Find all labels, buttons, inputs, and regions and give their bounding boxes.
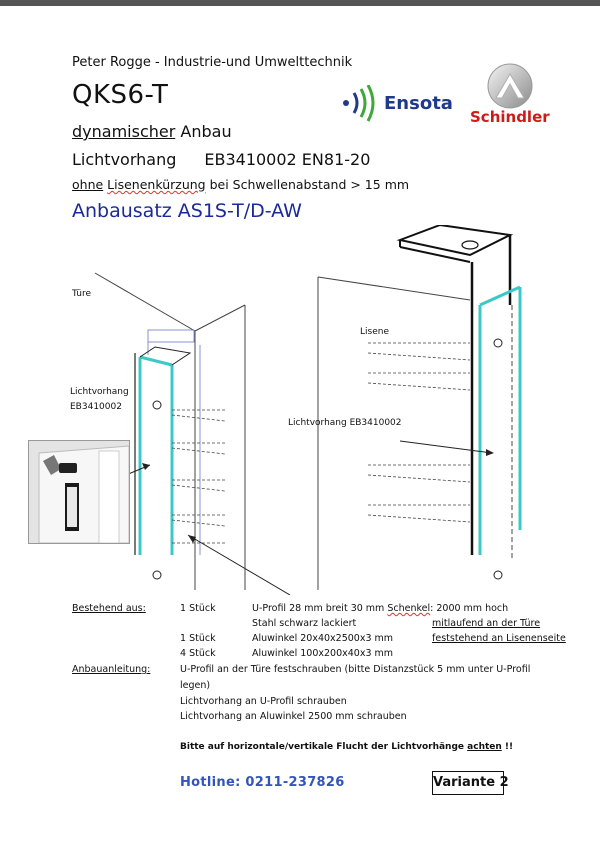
top-border bbox=[0, 0, 600, 6]
curtain-line bbox=[72, 150, 370, 169]
mounting-type bbox=[72, 122, 232, 141]
condition-line bbox=[72, 177, 409, 192]
label-lichtvorhang-left-code: EB3410002 bbox=[70, 402, 122, 412]
instruction-line-4: Lichtvorhang an Aluwinkel 2500 mm schrauben bbox=[180, 711, 407, 722]
label-tuere: Türe bbox=[72, 289, 92, 299]
alignment-notice: Bitte auf horizontale/vertikale Flucht der Lichtvorhänge achten !! bbox=[180, 742, 514, 752]
curtain-label: Lichtvorhang bbox=[72, 150, 177, 169]
parts-row-1-qty: 1 Stück bbox=[180, 603, 216, 614]
parts-row-2-desc: Stahl schwarz lackiert bbox=[252, 618, 357, 629]
ensota-logo bbox=[340, 85, 460, 129]
condition-word2: Lisenenkürzung bbox=[107, 177, 206, 192]
mounting-rest: Anbau bbox=[180, 122, 232, 141]
parts-row-1-desc: U-Profil 28 mm breit 30 mm Schenkel: 2000 mm hoch bbox=[252, 603, 509, 614]
instruction-line-2: legen) bbox=[180, 680, 211, 691]
schindler-emblem-icon bbox=[470, 62, 550, 112]
condition-rest: bei Schwellenabstand > 15 mm bbox=[209, 177, 410, 192]
parts-row-3-desc: Aluwinkel 20x40x2500x3 mm bbox=[252, 633, 394, 644]
mounting-word: dynamischer bbox=[72, 122, 176, 141]
condition-word1: ohne bbox=[72, 177, 104, 192]
label-lichtvorhang-right: Lichtvorhang EB3410002 bbox=[288, 418, 402, 428]
parts-heading: Bestehend aus: bbox=[72, 603, 146, 614]
detail-photo-image bbox=[29, 441, 129, 543]
parts-row-3-note: feststehend an Lisenenseite bbox=[432, 633, 566, 644]
model-title: QKS6-T bbox=[72, 80, 169, 110]
parts-row-4-desc: Aluwinkel 100x200x40x3 mm bbox=[252, 648, 394, 659]
parts-row-2-note: mitlaufend an der Türe bbox=[432, 618, 541, 629]
hotline: Hotline: 0211-237826 bbox=[180, 775, 345, 790]
variant-box: Variante 2 bbox=[432, 771, 504, 795]
instruction-line-1: U-Profil an der Türe festschrauben (bitte Distanzstück 5 mm unter U-Profil bbox=[180, 664, 531, 675]
kit-title: Anbausatz AS1S-T/D-AW bbox=[72, 200, 302, 222]
parts-row-3-qty: 1 Stück bbox=[180, 633, 216, 644]
curtain-codes: EB3410002 EN81-20 bbox=[204, 150, 371, 169]
detail-photo bbox=[28, 440, 130, 544]
schindler-text: Schindler bbox=[470, 108, 550, 126]
ensota-text: Ensota bbox=[384, 93, 453, 114]
schindler-logo bbox=[470, 62, 550, 126]
instruction-line-3: Lichtvorhang an U-Profil schrauben bbox=[180, 696, 347, 707]
company-name: Peter Rogge - Industrie-und Umwelttechnik bbox=[72, 55, 353, 70]
instructions-heading: Anbauanleitung: bbox=[72, 664, 151, 675]
parts-row-4-qty: 4 Stück bbox=[180, 648, 216, 659]
label-lisene: Lisene bbox=[360, 327, 389, 337]
label-lichtvorhang-left: Lichtvorhang bbox=[70, 387, 129, 397]
